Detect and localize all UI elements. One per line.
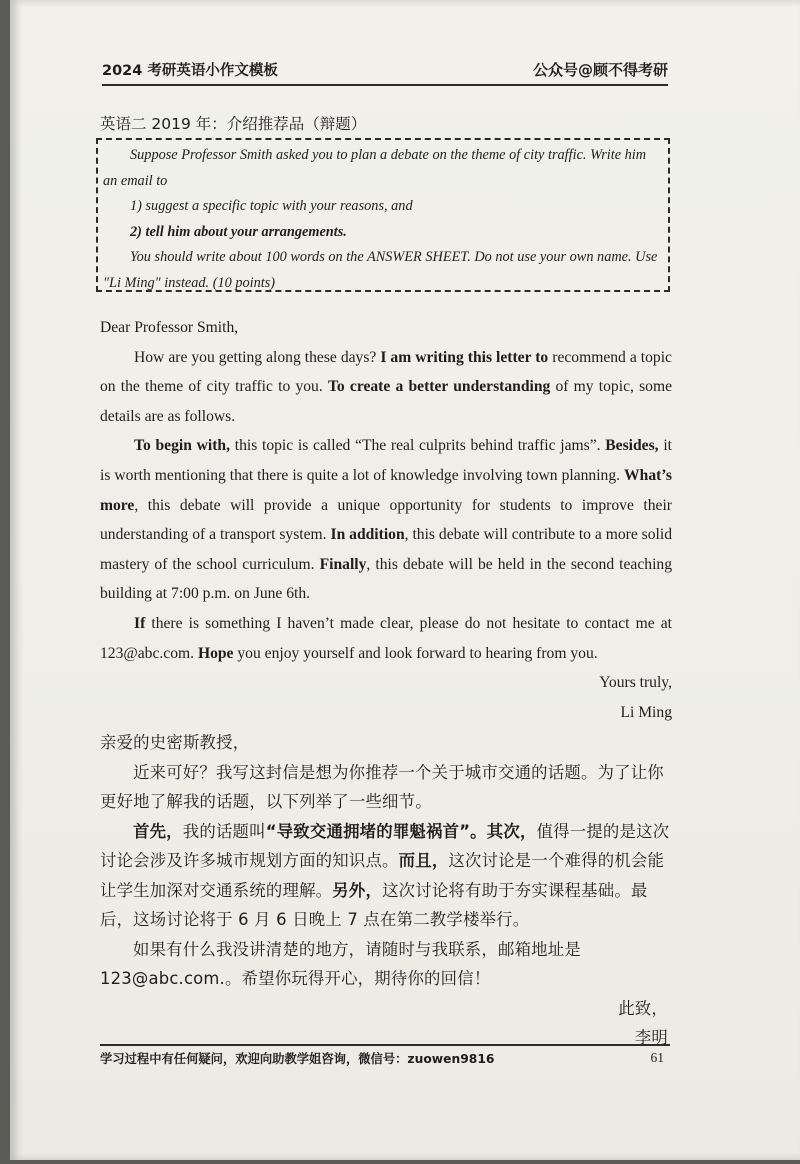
letter-signature: Li Ming bbox=[620, 703, 672, 721]
translation-paragraph-1: 近来可好？我写这封信是想为你推荐一个关于城市交通的话题。为了让你更好地了解我的话题，以下列举了一些细节。 bbox=[100, 762, 664, 811]
footer-note: 学习过程中有任何疑问，欢迎向助教学姐咨询，微信号：zuowen9816 bbox=[100, 1052, 495, 1066]
english-letter bbox=[100, 313, 672, 727]
prompt-item-1: 1) suggest a specific topic with your reasons, and bbox=[130, 198, 413, 214]
letter-paragraph-3: If there is something I haven’t made clear, please do not hesitate to contact me at 123@abc.com. Hope you enjoy yourself and look forward to hearing from you. bbox=[100, 614, 672, 662]
header-title: 2024 考研英语小作文模板 bbox=[102, 63, 278, 79]
prompt-item-2: 2) tell him about your arrangements. bbox=[130, 223, 347, 240]
page-header bbox=[102, 58, 668, 86]
translation-paragraph-3: 如果有什么我没讲清楚的地方，请随时与我联系，邮箱地址是 123@abc.com.。希望你玩得开心，期待你的回信！ bbox=[100, 939, 581, 988]
letter-salutation: Dear Professor Smith, bbox=[100, 319, 239, 336]
page-number: 61 bbox=[650, 1050, 664, 1065]
letter-closing: Yours truly, bbox=[599, 674, 672, 692]
chinese-translation bbox=[100, 728, 672, 1053]
prompt-box bbox=[96, 138, 670, 292]
section-title: 英语二 2019 年：介绍推荐品（辩题） bbox=[100, 115, 367, 133]
book-page bbox=[10, 0, 800, 1160]
header-source: 公众号@顾不得考研 bbox=[532, 61, 668, 79]
translation-paragraph-2: 首先，我的话题叫“导致交通拥堵的罪魁祸首”。其次，值得一提的是这次讨论会涉及许多城市规划方面的知识点。而且，这次讨论是一个难得的机会能让学生加深对交通系统的理解。另外，这次讨论将有助于夯实课程基础。最后，这场讨论将于 6 月 6 日晚上 7 点在第二教学楼举行。 bbox=[100, 821, 670, 929]
prompt-instructions: You should write about 100 words on the ANSWER SHEET. Do not use your own name. Use "Li Ming" instead. (10 points) bbox=[103, 249, 658, 291]
translation-signature: 李明 bbox=[634, 1028, 668, 1047]
prompt-line: Suppose Professor Smith asked you to plan a debate on the theme of city traffic. Write him an email to bbox=[103, 147, 647, 189]
page-footer bbox=[100, 1044, 670, 1067]
letter-paragraph-2: To begin with, this topic is called “The real culprits behind traffic jams”. Besides, it is worth mentioning that there is quite a lot of knowledge involving town planning. What’s more, this debate will provide a unique opportunity for students to improve their understanding of a transport system. In addition, this debate will contribute to a more solid mastery of the school curriculum. Finally, this debate will be held in the second teaching building at 7:00 p.m. on June 6th. bbox=[100, 437, 673, 603]
translation-salutation: 亲爱的史密斯教授， bbox=[100, 733, 250, 752]
translation-closing: 此致， bbox=[618, 998, 668, 1018]
letter-paragraph-1: How are you getting along these days? I am writing this letter to recommend a topic on the theme of city traffic to you. To create a better understanding of my topic, some details are as follows. bbox=[100, 348, 672, 425]
